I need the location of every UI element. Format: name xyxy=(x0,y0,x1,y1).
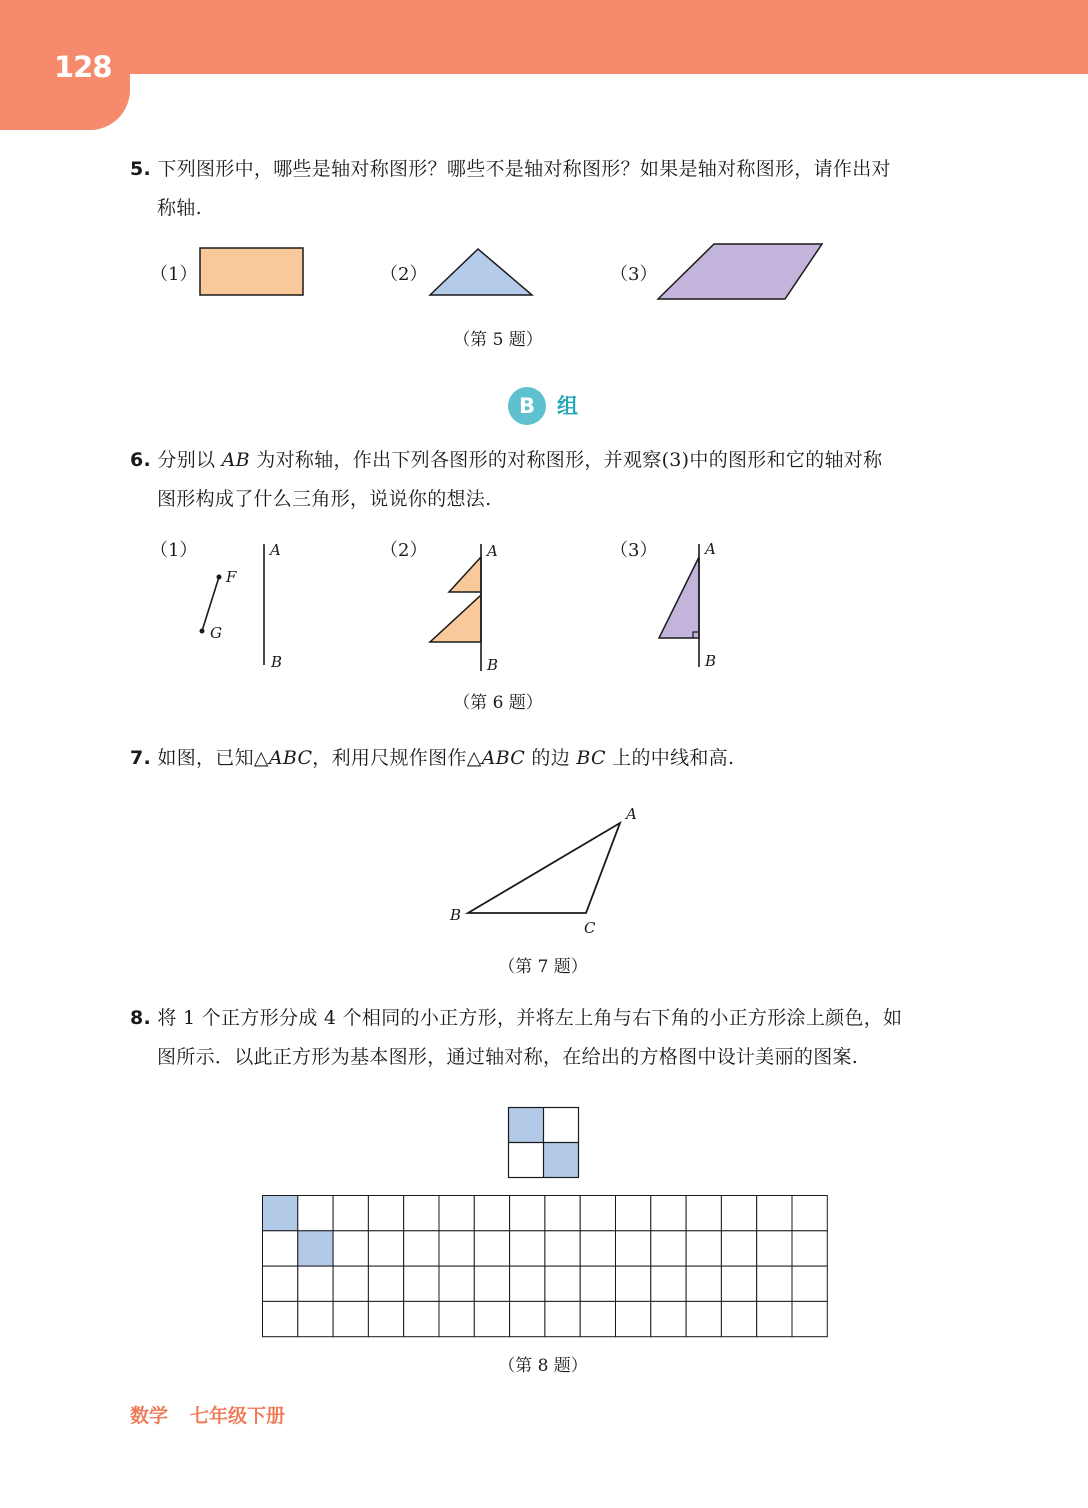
grid-cell xyxy=(792,1196,827,1231)
grid-cell xyxy=(545,1301,580,1336)
grid-cell xyxy=(404,1266,439,1301)
grid-cell-shaded xyxy=(298,1231,333,1266)
q8-basic-cell-bottom-right xyxy=(544,1143,579,1178)
q6-label-1: （1） xyxy=(150,540,198,561)
q6-line1-var: AB xyxy=(221,449,250,471)
grid-cell xyxy=(439,1196,474,1231)
grid-cell xyxy=(333,1231,368,1266)
footer xyxy=(130,1401,307,1428)
grid-cell xyxy=(721,1196,756,1231)
footer-grade: 七年级下册 xyxy=(190,1405,286,1427)
q7-text xyxy=(130,739,734,778)
q7-label-a: A xyxy=(626,805,637,823)
q5-triangle xyxy=(430,249,532,295)
footer-subject: 数学 xyxy=(130,1405,169,1427)
grid-cell xyxy=(404,1196,439,1231)
q6-label-2: （2） xyxy=(380,540,428,561)
grid-cell xyxy=(510,1301,545,1336)
grid-cell xyxy=(757,1266,792,1301)
q6-figure xyxy=(190,535,730,675)
q5-text xyxy=(130,150,891,228)
q8-line2: 图所示．以此正方形为基本图形，通过轴对称，在给出的方格图中设计美丽的图案. xyxy=(157,1046,859,1068)
grid-cell xyxy=(721,1231,756,1266)
q7-t2: ，利用尺规作图作△ xyxy=(312,747,482,769)
grid-cell xyxy=(298,1196,333,1231)
grid-cell xyxy=(721,1301,756,1336)
q5-figure xyxy=(195,240,835,305)
q5-line2: 称轴. xyxy=(157,197,202,219)
grid-cell xyxy=(792,1231,827,1266)
q5-parallelogram xyxy=(658,244,822,299)
q7-caption: （第 7 题） xyxy=(498,957,588,977)
q6-1-point-g xyxy=(200,629,205,634)
grid-cell xyxy=(580,1196,615,1231)
q6-line2: 图形构成了什么三角形，说说你的想法. xyxy=(157,488,492,510)
q6-line1-pre: 分别以 xyxy=(157,449,222,471)
q6-line1-post: 为对称轴，作出下列各图形的对称图形，并观察(3)中的图形和它的轴对称 xyxy=(249,449,883,471)
grid-cell xyxy=(616,1196,651,1231)
grid-cell xyxy=(616,1266,651,1301)
q8-number: 8. xyxy=(130,1007,152,1029)
grid-cell xyxy=(368,1231,403,1266)
grid-cell xyxy=(580,1266,615,1301)
grid-cell xyxy=(757,1301,792,1336)
grid-cell xyxy=(368,1301,403,1336)
q8-text xyxy=(130,999,902,1077)
q6-1-point-f xyxy=(217,575,222,580)
grid-cell xyxy=(474,1301,509,1336)
grid-cell xyxy=(580,1231,615,1266)
grid-cell xyxy=(686,1266,721,1301)
q8-line1: 将 1 个正方形分成 4 个相同的小正方形，并将左上角与右下角的小正方形涂上颜色，如 xyxy=(157,1007,903,1029)
grid-cell xyxy=(474,1266,509,1301)
group-b-title xyxy=(508,387,608,427)
grid-cell xyxy=(510,1266,545,1301)
q6-1-segment-fg xyxy=(202,577,219,631)
grid-cell xyxy=(333,1301,368,1336)
q6-1-label-f: F xyxy=(226,568,237,586)
grid-cell xyxy=(439,1266,474,1301)
grid-cell xyxy=(686,1301,721,1336)
q6-1-label-g: G xyxy=(210,624,222,642)
q8-basic-cell-top-left xyxy=(509,1108,544,1143)
grid-cell xyxy=(263,1266,298,1301)
grid-cell xyxy=(474,1196,509,1231)
grid-cell xyxy=(510,1231,545,1266)
grid-cell xyxy=(651,1301,686,1336)
grid-cell xyxy=(333,1196,368,1231)
q6-text xyxy=(130,441,882,519)
grid-cell xyxy=(263,1301,298,1336)
grid-cell-shaded xyxy=(263,1196,298,1231)
grid-cell xyxy=(616,1301,651,1336)
q6-3-label-b: B xyxy=(705,652,717,670)
grid-cell xyxy=(439,1301,474,1336)
header-band xyxy=(0,0,1088,74)
grid-cell xyxy=(757,1231,792,1266)
q7-v1: ABC xyxy=(268,747,313,769)
q6-number: 6. xyxy=(130,449,152,471)
grid-cell xyxy=(686,1231,721,1266)
grid-cell xyxy=(510,1196,545,1231)
q5-label-2: （2） xyxy=(380,264,428,285)
grid-cell xyxy=(757,1196,792,1231)
q6-label-3: （3） xyxy=(610,540,658,561)
grid-cell xyxy=(580,1301,615,1336)
q7-label-c: C xyxy=(584,919,596,937)
grid-cell xyxy=(792,1266,827,1301)
q7-t3: 的边 xyxy=(525,747,577,769)
q7-v2: ABC xyxy=(481,747,526,769)
grid-cell xyxy=(474,1231,509,1266)
grid-cell xyxy=(721,1266,756,1301)
grid-cell xyxy=(404,1231,439,1266)
grid-cell xyxy=(616,1231,651,1266)
q5-line1: 下列图形中，哪些是轴对称图形？哪些不是轴对称图形？如果是轴对称图形，请作出对 xyxy=(157,158,891,180)
page-number: 128 xyxy=(54,50,112,84)
grid-cell xyxy=(792,1301,827,1336)
grid-cell xyxy=(545,1266,580,1301)
q8-grid xyxy=(258,1191,832,1343)
group-badge: B xyxy=(508,387,546,425)
grid-cell xyxy=(298,1301,333,1336)
q6-caption: （第 6 题） xyxy=(453,693,543,713)
grid-cell xyxy=(686,1196,721,1231)
q6-2-label-a: A xyxy=(487,542,498,560)
q5-number: 5. xyxy=(130,158,152,180)
q8-caption: （第 8 题） xyxy=(498,1356,588,1376)
grid-cell xyxy=(404,1301,439,1336)
grid-cell xyxy=(368,1196,403,1231)
q6-2-label-b: B xyxy=(487,656,499,674)
q7-t4: 上的中线和高. xyxy=(605,747,735,769)
q6-1-label-a: A xyxy=(270,541,281,559)
grid-cell xyxy=(333,1266,368,1301)
q5-label-1: （1） xyxy=(150,264,198,285)
q7-number: 7. xyxy=(130,747,152,769)
grid-cell xyxy=(651,1196,686,1231)
q6-3-label-a: A xyxy=(705,540,716,558)
q8-basic-square xyxy=(505,1104,585,1184)
grid-cell xyxy=(439,1231,474,1266)
grid-cell xyxy=(651,1231,686,1266)
q7-v3: BC xyxy=(576,747,606,769)
q6-2-shape xyxy=(430,557,481,642)
q7-triangle-abc xyxy=(468,823,620,913)
q5-caption: （第 5 题） xyxy=(453,330,543,350)
grid-cell xyxy=(545,1196,580,1231)
q7-t1: 如图，已知△ xyxy=(157,747,269,769)
grid-cell xyxy=(368,1266,403,1301)
q5-label-3: （3） xyxy=(610,264,658,285)
q5-rectangle xyxy=(200,248,303,295)
grid-cell xyxy=(298,1266,333,1301)
q7-label-b: B xyxy=(450,906,462,924)
grid-cell xyxy=(651,1266,686,1301)
group-word: 组 xyxy=(557,394,578,418)
grid-cell xyxy=(545,1231,580,1266)
q7-figure xyxy=(440,800,650,940)
q6-1-label-b: B xyxy=(271,653,283,671)
grid-cell xyxy=(263,1231,298,1266)
q6-3-triangle xyxy=(659,557,699,638)
